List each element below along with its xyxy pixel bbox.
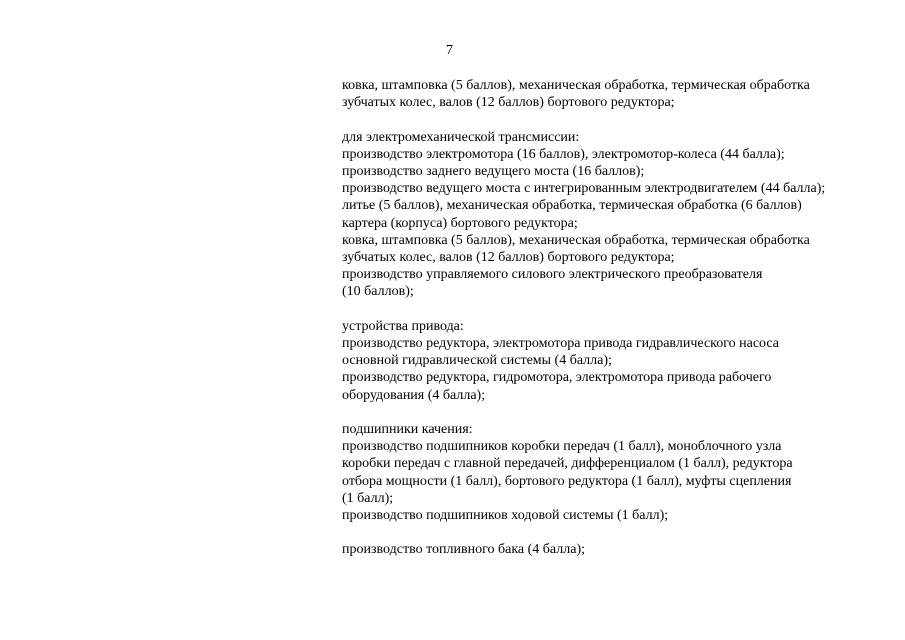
text-line: литье (5 баллов), механическая обработка, термическая обработка (6 баллов) [342, 198, 802, 214]
section-heading: для электромеханической трансмиссии: [342, 129, 580, 145]
text-line: производство заднего ведущего моста (16 баллов); [342, 164, 645, 179]
section-heading: подшипники качения: [342, 422, 473, 438]
text-line: производство электромотора (16 баллов), электромотор-колеса (44 балла); [342, 146, 785, 162]
section-heading: устройства привода: [342, 318, 464, 334]
page-number: 7 [446, 43, 453, 58]
text-line: основной гидравлической системы (4 балла); [342, 353, 612, 369]
paragraph-block [342, 318, 882, 404]
paragraph-gap [342, 524, 882, 541]
text-line: ковка, штамповка (5 баллов), механическая обработка, термическая обработка [342, 232, 810, 248]
text-line: производство подшипников коробки передач (1 балл), моноблочного узла [342, 439, 782, 455]
paragraph-gap [342, 301, 882, 318]
text-line: зубчатых колес, валов (12 баллов) бортового редуктора; [342, 250, 675, 266]
text-line: зубчатых колес, валов (12 баллов) бортового редуктора; [342, 95, 675, 111]
paragraph-block [342, 129, 882, 301]
text-line: производство ведущего моста с интегрированным электродвигателем (44 балла); [342, 181, 826, 197]
text-line: производство топливного бака (4 балла); [342, 542, 585, 558]
paragraph-block [342, 77, 882, 111]
paragraph-gap [342, 111, 882, 128]
text-line: оборудования (4 балла); [342, 387, 486, 403]
paragraph-block [342, 541, 882, 558]
text-line: производство подшипников ходовой системы (1 балл); [342, 508, 669, 524]
text-line: ковка, штамповка (5 баллов), механическая обработка, термическая обработка [342, 78, 810, 93]
text-line: производство управляемого силового электрического преобразователя [342, 267, 763, 283]
text-line: производство редуктора, гидромотора, электромотора привода рабочего [342, 370, 772, 386]
text-line: производство редуктора, электромотора привода гидравлического насоса [342, 336, 780, 352]
text-line: картера (корпуса) бортового редуктора; [342, 215, 578, 231]
paragraph-block [342, 421, 882, 524]
text-line: коробки передач с главной передачей, дифференциалом (1 балл), редуктора [342, 456, 793, 472]
paragraph-gap [342, 404, 882, 421]
text-line: отбора мощности (1 балл), бортового редуктора (1 балл), муфты сцепления [342, 473, 792, 489]
text-line: (1 балл); [342, 490, 394, 506]
text-line: (10 баллов); [342, 284, 414, 300]
document-body [342, 77, 882, 559]
